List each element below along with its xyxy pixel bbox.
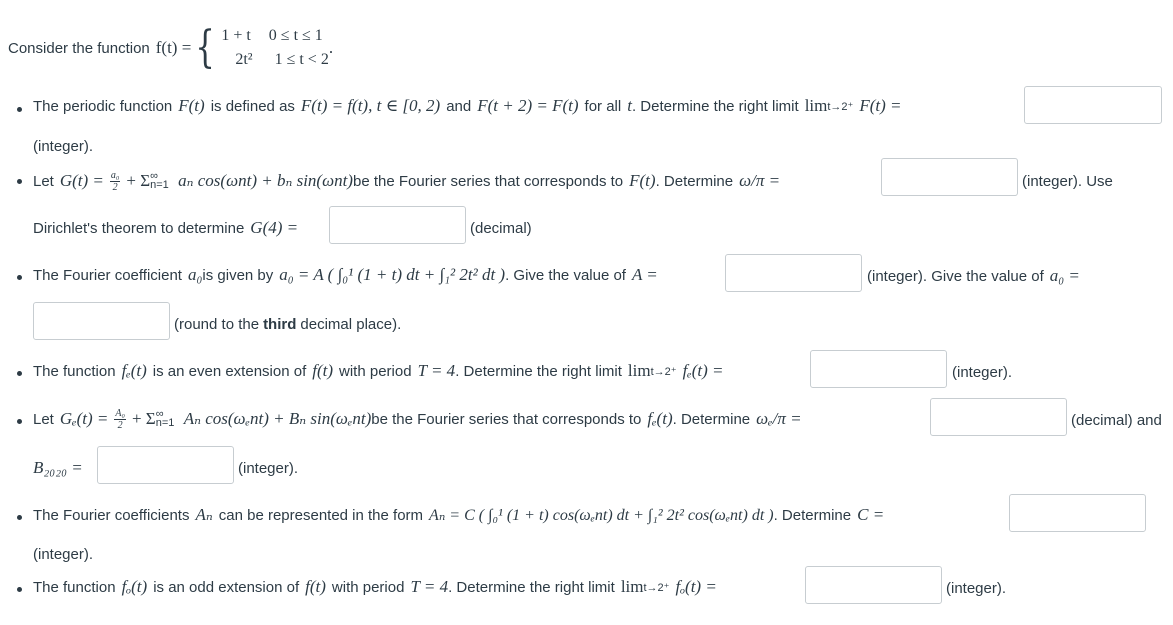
q2-math-c: aₙ cos(ωnt) + bₙ sin(ωnt)	[178, 171, 353, 190]
q6-text-a: The Fourier coefficients	[33, 506, 190, 524]
piecewise-definition	[221, 24, 329, 72]
case2-expr: 2t²	[235, 51, 253, 68]
q3-text-a: The Fourier coefficient	[33, 266, 182, 284]
q5-b2020-input[interactable]	[97, 446, 234, 484]
q5-frac-num: A₀	[115, 407, 125, 419]
q5-unit-b: (integer).	[238, 459, 299, 477]
q2-text-c: . Determine	[655, 172, 734, 190]
q1-math-f: F(t) =	[859, 96, 902, 115]
q5-math-a: Gₑ(t) =	[59, 409, 109, 428]
q3-unit-b-pre: (round to the	[174, 315, 260, 333]
q6-line1	[33, 496, 884, 534]
q4-lim: lim	[627, 361, 651, 380]
case1-expr: 1 + t	[221, 27, 251, 44]
q3-unit-b-bold: third	[263, 315, 297, 333]
q4-text-d: . Determine the right limit	[455, 362, 622, 380]
q5-omega-input[interactable]	[930, 398, 1067, 436]
q5-math-b: + Σ	[131, 409, 156, 428]
q5-sum-range: ∞ n=1	[155, 408, 175, 429]
q7-lim: lim	[620, 577, 644, 596]
q7-line1	[33, 568, 717, 606]
q7-text-a: The function	[33, 578, 116, 596]
q3-a0-input[interactable]	[33, 302, 170, 340]
q6-text-b: can be represented in the form	[218, 506, 424, 524]
q5-unit-a-line	[1071, 409, 1162, 431]
q2-unit-b: (decimal)	[470, 219, 532, 237]
q3-unit-a-line	[867, 265, 1080, 287]
q6-C-input[interactable]	[1009, 494, 1146, 532]
q7-math-c: T = 4	[410, 577, 449, 596]
bullet-q2	[17, 179, 22, 184]
q3-unit-a: (integer). Give the value of	[867, 267, 1044, 285]
q6-math-b: Aₙ = C ( ∫₀¹ (1 + t) cos(ωₑnt) dt + ∫₁² 2t² cos(ωₑnt) dt )	[429, 507, 774, 524]
q7-text-c: with period	[331, 578, 405, 596]
q4-answer-input[interactable]	[810, 350, 947, 388]
q4-lim-sub: t→2⁺	[650, 365, 677, 378]
q2-unit-b-line	[470, 217, 532, 239]
q4-unit-line	[952, 361, 1012, 383]
q1-line2	[33, 135, 93, 157]
bullet-q4	[17, 371, 22, 376]
q2-math-f: G(4) =	[250, 218, 299, 237]
q4-math-c: T = 4	[417, 361, 456, 380]
q5-text-a: Let	[33, 410, 54, 428]
intro-text: Consider the function	[8, 39, 150, 57]
q1-math-c: F(t + 2) = F(t)	[477, 96, 579, 115]
q3-unit-b-post: decimal place).	[300, 315, 402, 333]
q4-unit: (integer).	[952, 363, 1013, 381]
q2-math-d: F(t)	[629, 171, 656, 190]
q1-unit: (integer).	[33, 137, 94, 155]
q1-text-c: and	[446, 97, 472, 115]
q2-math-e: ω/π =	[739, 171, 781, 190]
q7-math-a: fₒ(t)	[121, 577, 148, 596]
q7-unit: (integer).	[946, 579, 1007, 597]
case1-cond: 0 ≤ t ≤ 1	[268, 27, 323, 44]
q4-text-b: is an even extension of	[152, 362, 307, 380]
q2-line1	[33, 162, 780, 200]
q5-line2	[33, 457, 83, 479]
q2-text-a: Let	[33, 172, 54, 190]
q4-line1	[33, 352, 724, 390]
q7-text-d: . Determine the right limit	[448, 578, 615, 596]
q5-unit-b-line	[238, 457, 298, 479]
q3-text-b: is given by	[202, 266, 274, 284]
q3-math-d: a₀ =	[1049, 266, 1080, 285]
q2-math-b: + Σ	[126, 171, 151, 190]
q5-math-e: ωₑ/π =	[756, 409, 802, 428]
function-lhs: f(t) =	[155, 38, 192, 57]
q5-text-b: be the Fourier series that corresponds to	[371, 410, 642, 428]
q7-answer-input[interactable]	[805, 566, 942, 604]
q2-math-a: G(t) =	[59, 171, 104, 190]
q6-math-c: C =	[857, 505, 885, 524]
q3-A-input[interactable]	[725, 254, 862, 292]
q2-sum-range: ∞ n=1	[150, 170, 169, 191]
q2-g4-input[interactable]	[329, 206, 466, 244]
q4-math-a: fₑ(t)	[121, 361, 147, 380]
q2-unit-a: (integer). Use	[1022, 172, 1113, 190]
q3-math-a: a₀	[187, 265, 203, 284]
q5-line1	[33, 400, 802, 438]
q1-text-b: is defined as	[210, 97, 295, 115]
q7-math-e: fₒ(t) =	[675, 577, 717, 596]
q7-math-b: f(t)	[305, 577, 326, 596]
q2-frac-num: a₀	[110, 169, 120, 181]
q1-answer-input[interactable]	[1024, 86, 1162, 124]
intro-line	[8, 22, 333, 74]
left-brace-icon: {	[195, 22, 216, 73]
q7-lim-sub: t→2⁺	[643, 581, 670, 594]
q2-unit-a-line	[1022, 170, 1113, 192]
q5-fraction	[114, 408, 126, 431]
q2-line2	[33, 217, 298, 239]
q3-text-c: . Give the value of	[505, 266, 626, 284]
q6-unit: (integer).	[33, 545, 94, 563]
bullet-q5	[17, 419, 22, 424]
bullet-q1	[17, 107, 22, 112]
q2-frac-den: 2	[112, 181, 118, 193]
q5-math-c: Aₙ cos(ωₑnt) + Bₙ sin(ωₑnt)	[183, 409, 372, 428]
q4-math-e: fₑ(t) =	[682, 361, 724, 380]
q2-text-b: be the Fourier series that corresponds to	[352, 172, 624, 190]
q5-frac-den: 2	[117, 419, 123, 431]
q1-text-a: The periodic function	[33, 97, 173, 115]
q5-unit-a: (decimal) and	[1071, 411, 1162, 429]
q6-line2	[33, 543, 93, 565]
q1-math-a: F(t)	[178, 96, 205, 115]
case2-cond: 1 ≤ t < 2	[274, 51, 329, 68]
q6-text-c: . Determine	[773, 506, 852, 524]
q7-text-b: is an odd extension of	[153, 578, 300, 596]
bullet-q3	[17, 275, 22, 280]
intro-end: .	[328, 38, 334, 57]
bullet-q6	[17, 515, 22, 520]
q4-math-b: f(t)	[312, 361, 334, 380]
q3-math-b: a₀ = A ( ∫₀¹ (1 + t) dt + ∫₁² 2t² dt )	[279, 265, 506, 284]
q1-math-d: t	[627, 96, 632, 115]
q1-lim-sub: t→2⁺	[827, 100, 854, 113]
q6-math-a: Aₙ	[195, 505, 213, 524]
q1-lim: lim	[804, 96, 828, 115]
q1-text-e: . Determine the right limit	[631, 97, 799, 115]
q5-math-d: fₑ(t)	[647, 409, 673, 428]
q1-line1	[33, 87, 902, 125]
q7-unit-line	[946, 577, 1006, 599]
q3-unit-b-line	[174, 313, 401, 335]
q5-math-f: B₂₀₂₀ =	[33, 458, 83, 477]
q4-text-c: with period	[339, 362, 412, 380]
bullet-q7	[17, 587, 22, 592]
q2-text-d: Dirichlet's theorem to determine	[33, 219, 245, 237]
q2-omega-input[interactable]	[881, 158, 1018, 196]
q4-text-a: The function	[33, 362, 116, 380]
q3-math-c: A =	[631, 265, 658, 284]
q5-text-c: . Determine	[672, 410, 751, 428]
q2-fraction	[110, 170, 120, 193]
q1-text-d: for all	[584, 97, 622, 115]
q1-math-b: F(t) = f(t), t ∈ [0, 2)	[300, 96, 441, 115]
q3-line1	[33, 256, 658, 294]
